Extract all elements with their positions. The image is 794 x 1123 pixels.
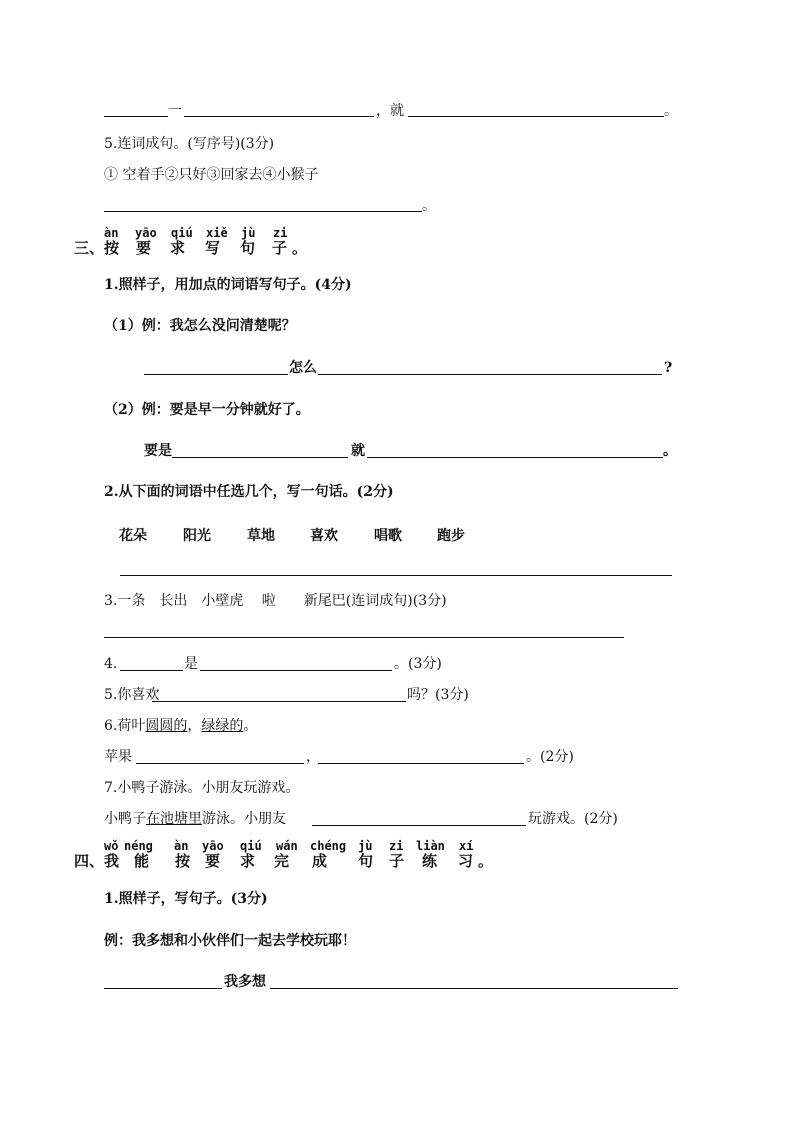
underlined-word: 圆圆的	[145, 718, 188, 734]
underlined-word: 绿绿的	[201, 718, 244, 734]
example: （1）例：我怎么没问清楚呢？	[104, 318, 296, 334]
blank[interactable]	[136, 763, 304, 764]
blank[interactable]	[184, 116, 374, 117]
blank[interactable]	[152, 701, 406, 702]
word-choice: 跑步	[437, 528, 465, 544]
underlined-word: 在池塘里	[146, 811, 202, 827]
text: 。	[663, 443, 677, 459]
text: 。	[422, 198, 436, 214]
word-choice: 草地	[247, 528, 275, 544]
blank[interactable]	[367, 457, 663, 458]
text: 就	[351, 443, 365, 459]
answer-line[interactable]	[104, 637, 624, 638]
text: 怎么	[289, 360, 317, 376]
word-list: ① 空着手②只好③回家去④小猴子	[104, 167, 319, 183]
answer-line[interactable]	[120, 575, 672, 576]
text: ，就	[376, 103, 404, 119]
question-title: 1.照样子，用加点的词语写句子。(4分)	[104, 277, 352, 293]
blank[interactable]	[104, 116, 168, 117]
text: 。(2分)	[526, 749, 574, 765]
word-choice: 花朵	[119, 528, 147, 544]
text: 。(3分)	[394, 656, 442, 672]
text: ?	[664, 360, 673, 376]
text: 4.	[104, 656, 118, 672]
question-title: 3.一条 长出 小壁虎 啦 新尾巴(连词成句)(3分)	[104, 593, 447, 609]
question-title: 1.照样子，写句子。(3分)	[104, 891, 268, 907]
question-title: 7.小鸭子游泳。小朋友玩游戏。	[104, 780, 300, 796]
text: 要是	[144, 443, 172, 459]
word-choice: 唱歌	[374, 528, 402, 544]
text: 5.你喜欢	[104, 687, 160, 703]
text: 我多想	[224, 974, 266, 990]
blank[interactable]	[120, 670, 183, 671]
blank[interactable]	[144, 374, 288, 375]
example: 例：我多想和小伙伴们一起去学校玩耶！	[104, 933, 356, 949]
blank[interactable]	[104, 988, 222, 989]
blank[interactable]	[318, 763, 524, 764]
text: ，	[306, 749, 320, 765]
question-title: 5.连词成句。(写序号)(3分)	[104, 136, 275, 152]
word-choice: 喜欢	[310, 528, 338, 544]
text: 吗？(3分)	[407, 687, 469, 703]
text: 苹果	[104, 749, 132, 765]
example: （2）例：要是早一分钟就好了。	[104, 402, 310, 418]
blank[interactable]	[318, 374, 662, 375]
answer-line[interactable]	[104, 211, 422, 212]
text: 是	[184, 656, 198, 672]
blank[interactable]	[408, 116, 664, 117]
example-sentence: 小鸭子在池塘里游泳。小朋友	[104, 811, 286, 827]
blank[interactable]	[270, 988, 678, 989]
text: 玩游戏。(2分)	[528, 811, 618, 827]
text: 一	[168, 103, 182, 119]
blank[interactable]	[200, 670, 392, 671]
word-choice: 阳光	[183, 528, 211, 544]
blank[interactable]	[312, 825, 526, 826]
question-title: 6.荷叶圆圆的，绿绿的。	[104, 718, 258, 734]
question-title: 2.从下面的词语中任选几个，写一句话。(2分)	[104, 484, 394, 500]
blank[interactable]	[172, 457, 348, 458]
text: 。	[664, 103, 678, 119]
